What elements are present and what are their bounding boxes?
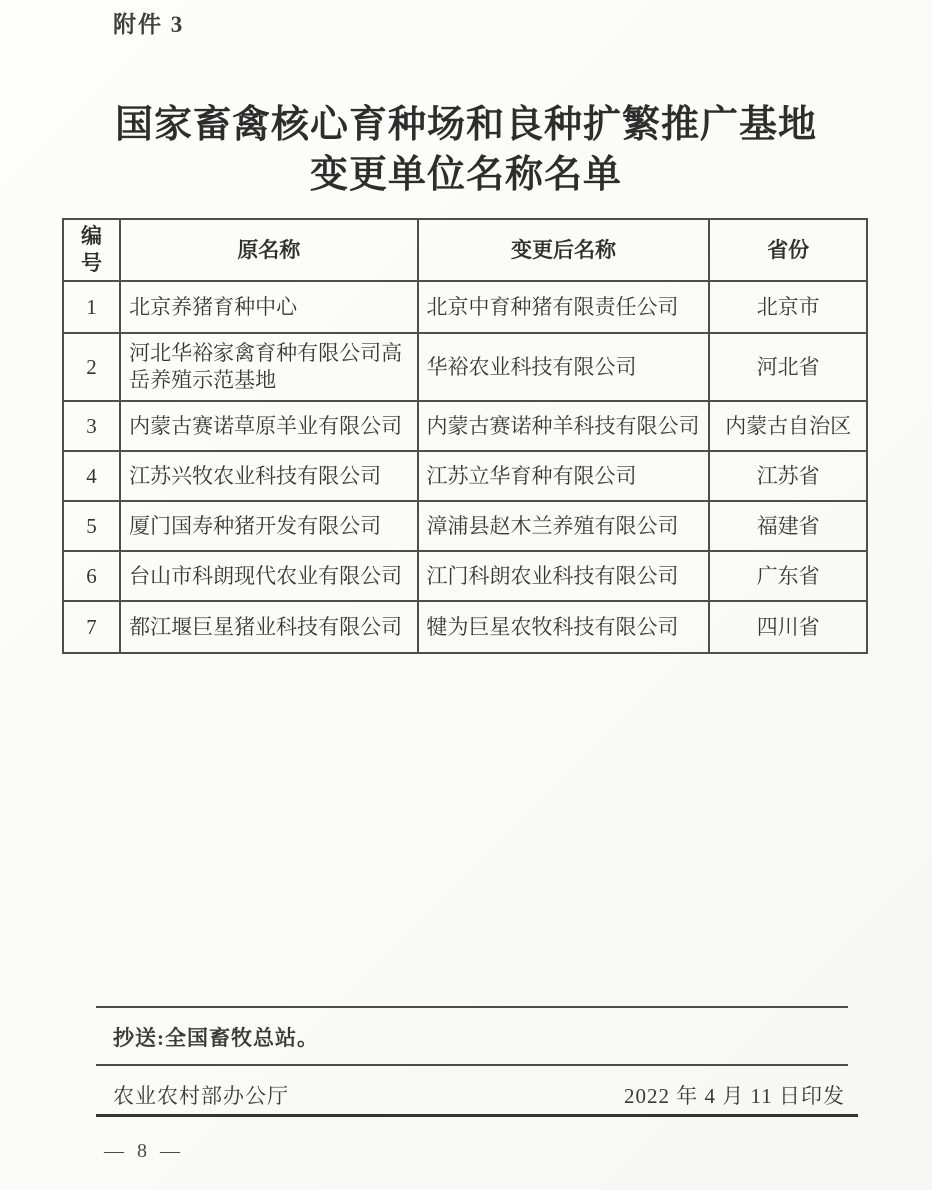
cell-number: 7 [63, 601, 120, 653]
cell-province: 四川省 [709, 601, 867, 653]
cell-province: 福建省 [709, 501, 867, 551]
table-row [63, 281, 867, 333]
table-row [63, 401, 867, 451]
cell-new-name: 北京中育种猪有限责任公司 [418, 281, 710, 333]
cell-old-name: 河北华裕家禽育种有限公司高岳养殖示范基地 [120, 333, 417, 401]
table-row [63, 551, 867, 601]
column-header-old-name: 原名称 [120, 219, 417, 281]
table-row [63, 333, 867, 401]
cc-line: 抄送:全国畜牧总站。 [113, 1026, 319, 1050]
issuer-line [113, 1080, 845, 1110]
cell-new-name: 犍为巨星农牧科技有限公司 [418, 601, 710, 653]
table-row [63, 451, 867, 501]
cell-province: 北京市 [709, 281, 867, 333]
cell-province: 河北省 [709, 333, 867, 401]
document-title-line2: 变更单位名称名单 [309, 154, 622, 196]
cell-number: 4 [63, 451, 120, 501]
cell-province: 江苏省 [709, 451, 867, 501]
column-header-province: 省份 [709, 219, 867, 281]
cell-old-name: 台山市科朗现代农业有限公司 [120, 551, 417, 601]
cell-new-name: 内蒙古赛诺种羊科技有限公司 [418, 401, 710, 451]
cell-old-name: 内蒙古赛诺草原羊业有限公司 [120, 401, 417, 451]
issuer-name: 农业农村部办公厅 [113, 1084, 289, 1108]
footer-divider-middle [96, 1064, 848, 1066]
footer-divider-top [96, 1006, 848, 1008]
cell-number: 6 [63, 551, 120, 601]
cell-old-name: 北京养猪育种中心 [120, 281, 417, 333]
cell-old-name: 江苏兴牧农业科技有限公司 [120, 451, 417, 501]
attachment-label: 附件 3 [113, 12, 185, 37]
table-header-row [63, 219, 867, 281]
cell-old-name: 厦门国寿种猪开发有限公司 [120, 501, 417, 551]
table-body [63, 281, 867, 653]
document-title-line1: 国家畜禽核心育种场和良种扩繁推广基地 [114, 104, 817, 146]
column-header-new-name: 变更后名称 [418, 219, 710, 281]
cell-number: 5 [63, 501, 120, 551]
footer-divider-bottom [96, 1114, 858, 1117]
document-title [0, 100, 932, 200]
cell-new-name: 江苏立华育种有限公司 [418, 451, 710, 501]
cell-number: 1 [63, 281, 120, 333]
page-number: — 8 — [104, 1140, 184, 1162]
cell-new-name: 江门科朗农业科技有限公司 [418, 551, 710, 601]
table-row [63, 501, 867, 551]
cell-old-name: 都江堰巨星猪业科技有限公司 [120, 601, 417, 653]
cell-new-name: 漳浦县赵木兰养殖有限公司 [418, 501, 710, 551]
cell-province: 内蒙古自治区 [709, 401, 867, 451]
cell-number: 3 [63, 401, 120, 451]
cell-new-name: 华裕农业科技有限公司 [418, 333, 710, 401]
issue-date: 2022 年 4 月 11 日印发 [624, 1084, 845, 1108]
name-change-table [62, 218, 868, 654]
cell-number: 2 [63, 333, 120, 401]
table-row [63, 601, 867, 653]
cell-province: 广东省 [709, 551, 867, 601]
column-header-number: 编号 [63, 219, 120, 281]
